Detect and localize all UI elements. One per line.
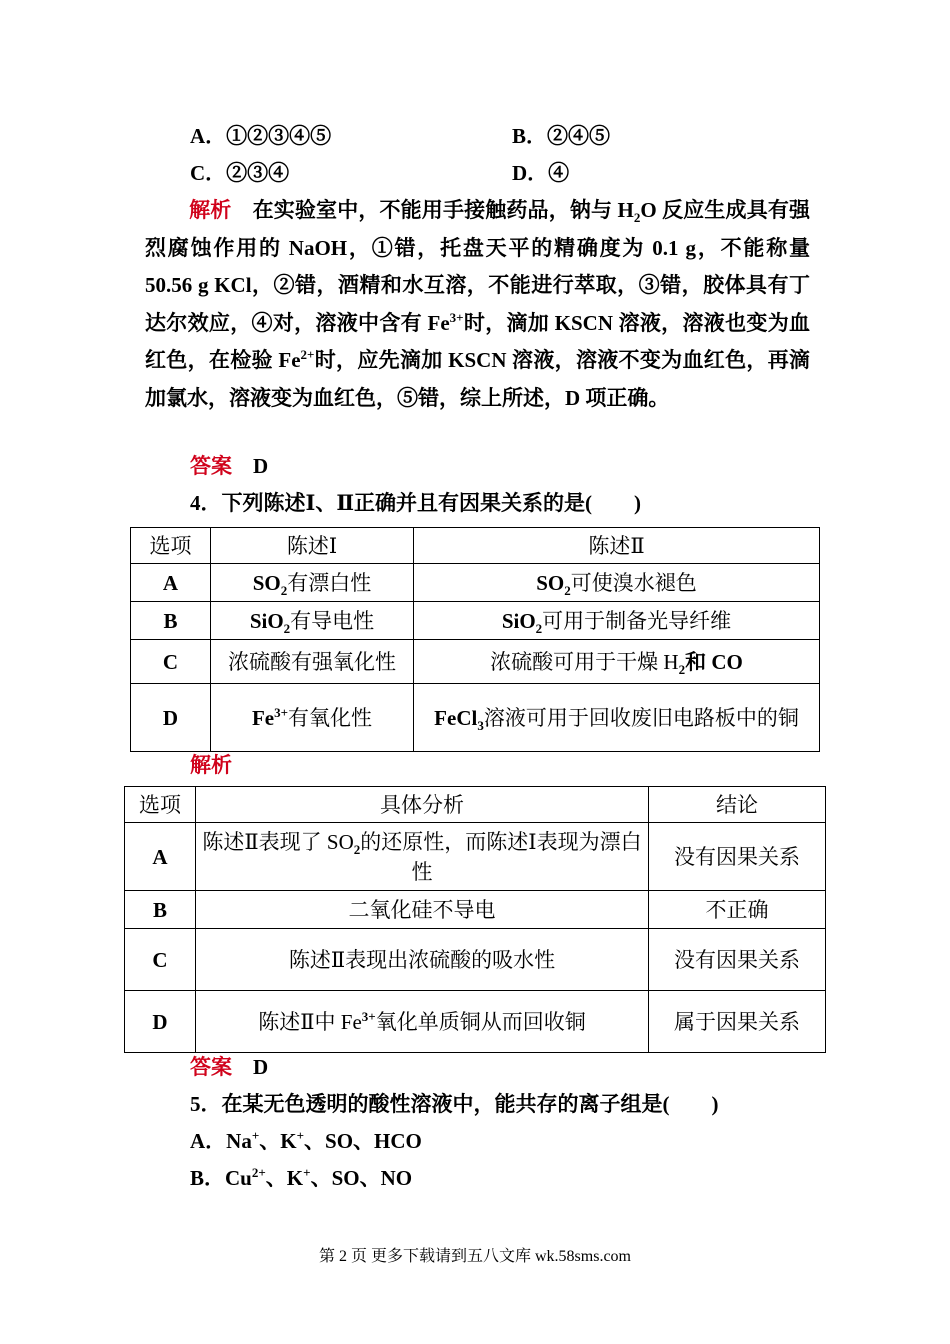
analysis-text-3: 时，滴加 KSCN 溶液，溶液也变为血红色，在检验 Fe <box>145 310 811 372</box>
table-row <box>125 929 826 991</box>
q3-option-b <box>512 121 610 151</box>
row-option: D <box>125 991 196 1053</box>
table-header-row <box>125 787 826 823</box>
table-row <box>131 684 820 752</box>
header-option: 选项 <box>125 787 196 823</box>
q3-analysis <box>145 192 810 417</box>
superscript: 2+ <box>300 347 315 362</box>
q5-stem: 5．在某无色透明的酸性溶液中，能共存的离子组是( ) <box>190 1092 719 1116</box>
row-statement-1: SiO$_2$有导电性 <box>211 602 414 640</box>
q3-option-a <box>190 121 331 151</box>
q4-stem: 4．下列陈述Ⅰ、Ⅱ正确并且有因果关系的是( ) <box>190 491 642 515</box>
option-letter: C． <box>190 161 227 185</box>
row-option: B <box>131 602 211 640</box>
table-row <box>131 564 820 602</box>
header-option: 选项 <box>131 528 211 564</box>
answer-value: D <box>253 1055 269 1079</box>
q3-answer <box>190 451 268 481</box>
option-text: ②③④ <box>226 161 290 185</box>
option-letter: D． <box>512 161 549 185</box>
row-analysis: 陈述Ⅱ表现出浓硫酸的吸水性 <box>196 929 649 991</box>
row-analysis: 陈述Ⅱ中 $Fe^{3+}$氧化单质铜从而回收铜 <box>196 991 649 1053</box>
table-row <box>125 891 826 929</box>
row-conclusion: 没有因果关系 <box>649 929 826 991</box>
table-row <box>131 602 820 640</box>
header-analysis: 具体分析 <box>196 787 649 823</box>
q3-option-c <box>190 158 289 188</box>
row-conclusion: 没有因果关系 <box>649 823 826 891</box>
analysis-label: 解析 <box>189 198 232 222</box>
answer-label: 答案 <box>190 454 232 478</box>
row-option: B <box>125 891 196 929</box>
row-option: C <box>131 640 211 684</box>
answer-label: 答案 <box>190 1055 232 1079</box>
analysis-text-2: O 反应生成具有强烈腐蚀作用的 NaOH，①错，托盘天平的精确度为 0.1 g，不能称量 50.56 g KCl，②错，酒精和水互溶，不能进行萃取，③错，胶体具有丁达尔效应，④对，溶液中含有 Fe <box>145 198 810 335</box>
header-conclusion: 结论 <box>649 787 826 823</box>
row-statement-2: $SO_2$可使溴水褪色 <box>414 564 820 602</box>
row-statement-1: $SO_2$有漂白性 <box>211 564 414 602</box>
header-statement-1: 陈述Ⅰ <box>211 528 414 564</box>
option-text: ②④⑤ <box>547 124 611 148</box>
q4-statement-table <box>130 527 820 752</box>
table-row <box>131 640 820 684</box>
superscript: 3+ <box>449 309 464 325</box>
row-statement-1: $Fe^{3+}$有氧化性 <box>211 684 414 752</box>
option-text: ①②③④⑤ <box>226 124 332 148</box>
option-text: ④ <box>548 161 570 185</box>
row-option: D <box>131 684 211 752</box>
option-letter: A． <box>190 124 227 148</box>
q5-option-b: B．$Cu^{2+}$、K+、SO、NO <box>190 1165 413 1190</box>
table-row <box>125 823 826 891</box>
row-option: A <box>131 564 211 602</box>
row-option: C <box>125 929 196 991</box>
answer-value: D <box>253 454 269 478</box>
subscript: 2 <box>633 210 641 226</box>
option-letter: B． <box>512 124 548 148</box>
q4-answer <box>190 1052 268 1082</box>
row-statement-2: 浓硫酸可用于干燥 $H_2$和 CO <box>414 640 820 684</box>
row-conclusion: 不正确 <box>649 891 826 929</box>
q5-option-a: A．Na+、K+、SO、HCO <box>190 1128 422 1153</box>
header-statement-2: 陈述Ⅱ <box>414 528 820 564</box>
q3-option-d <box>512 158 569 188</box>
row-statement-2: FeCl$_3$溶液可用于回收废旧电路板中的铜 <box>414 684 820 752</box>
row-analysis: 二氧化硅不导电 <box>196 891 649 929</box>
table-row <box>125 991 826 1053</box>
analysis-text-1: 在实验室中，不能用手接触药品，钠与 H <box>252 198 634 222</box>
analysis-text-4: 时，应先滴加 KSCN 溶液，溶液不变为血红色，再滴加氯水，溶液变为血红色，⑤错，综上所述，D 项正确。 <box>145 348 810 410</box>
row-conclusion: 属于因果关系 <box>649 991 826 1053</box>
row-analysis: 陈述Ⅱ表现了 $SO_2$的还原性，而陈述Ⅰ表现为漂白性 <box>196 823 649 891</box>
row-option: A <box>125 823 196 891</box>
table-header-row <box>131 528 820 564</box>
row-statement-2: SiO$_2$可用于制备光导纤维 <box>414 602 820 640</box>
q4-analysis-table <box>124 786 826 1053</box>
page-footer: 第 2 页 更多下载请到五八文库 wk.58sms.com <box>318 1248 631 1265</box>
q4-analysis-label: 解析 <box>190 753 232 777</box>
row-statement-1: 浓硫酸有强氧化性 <box>211 640 414 684</box>
